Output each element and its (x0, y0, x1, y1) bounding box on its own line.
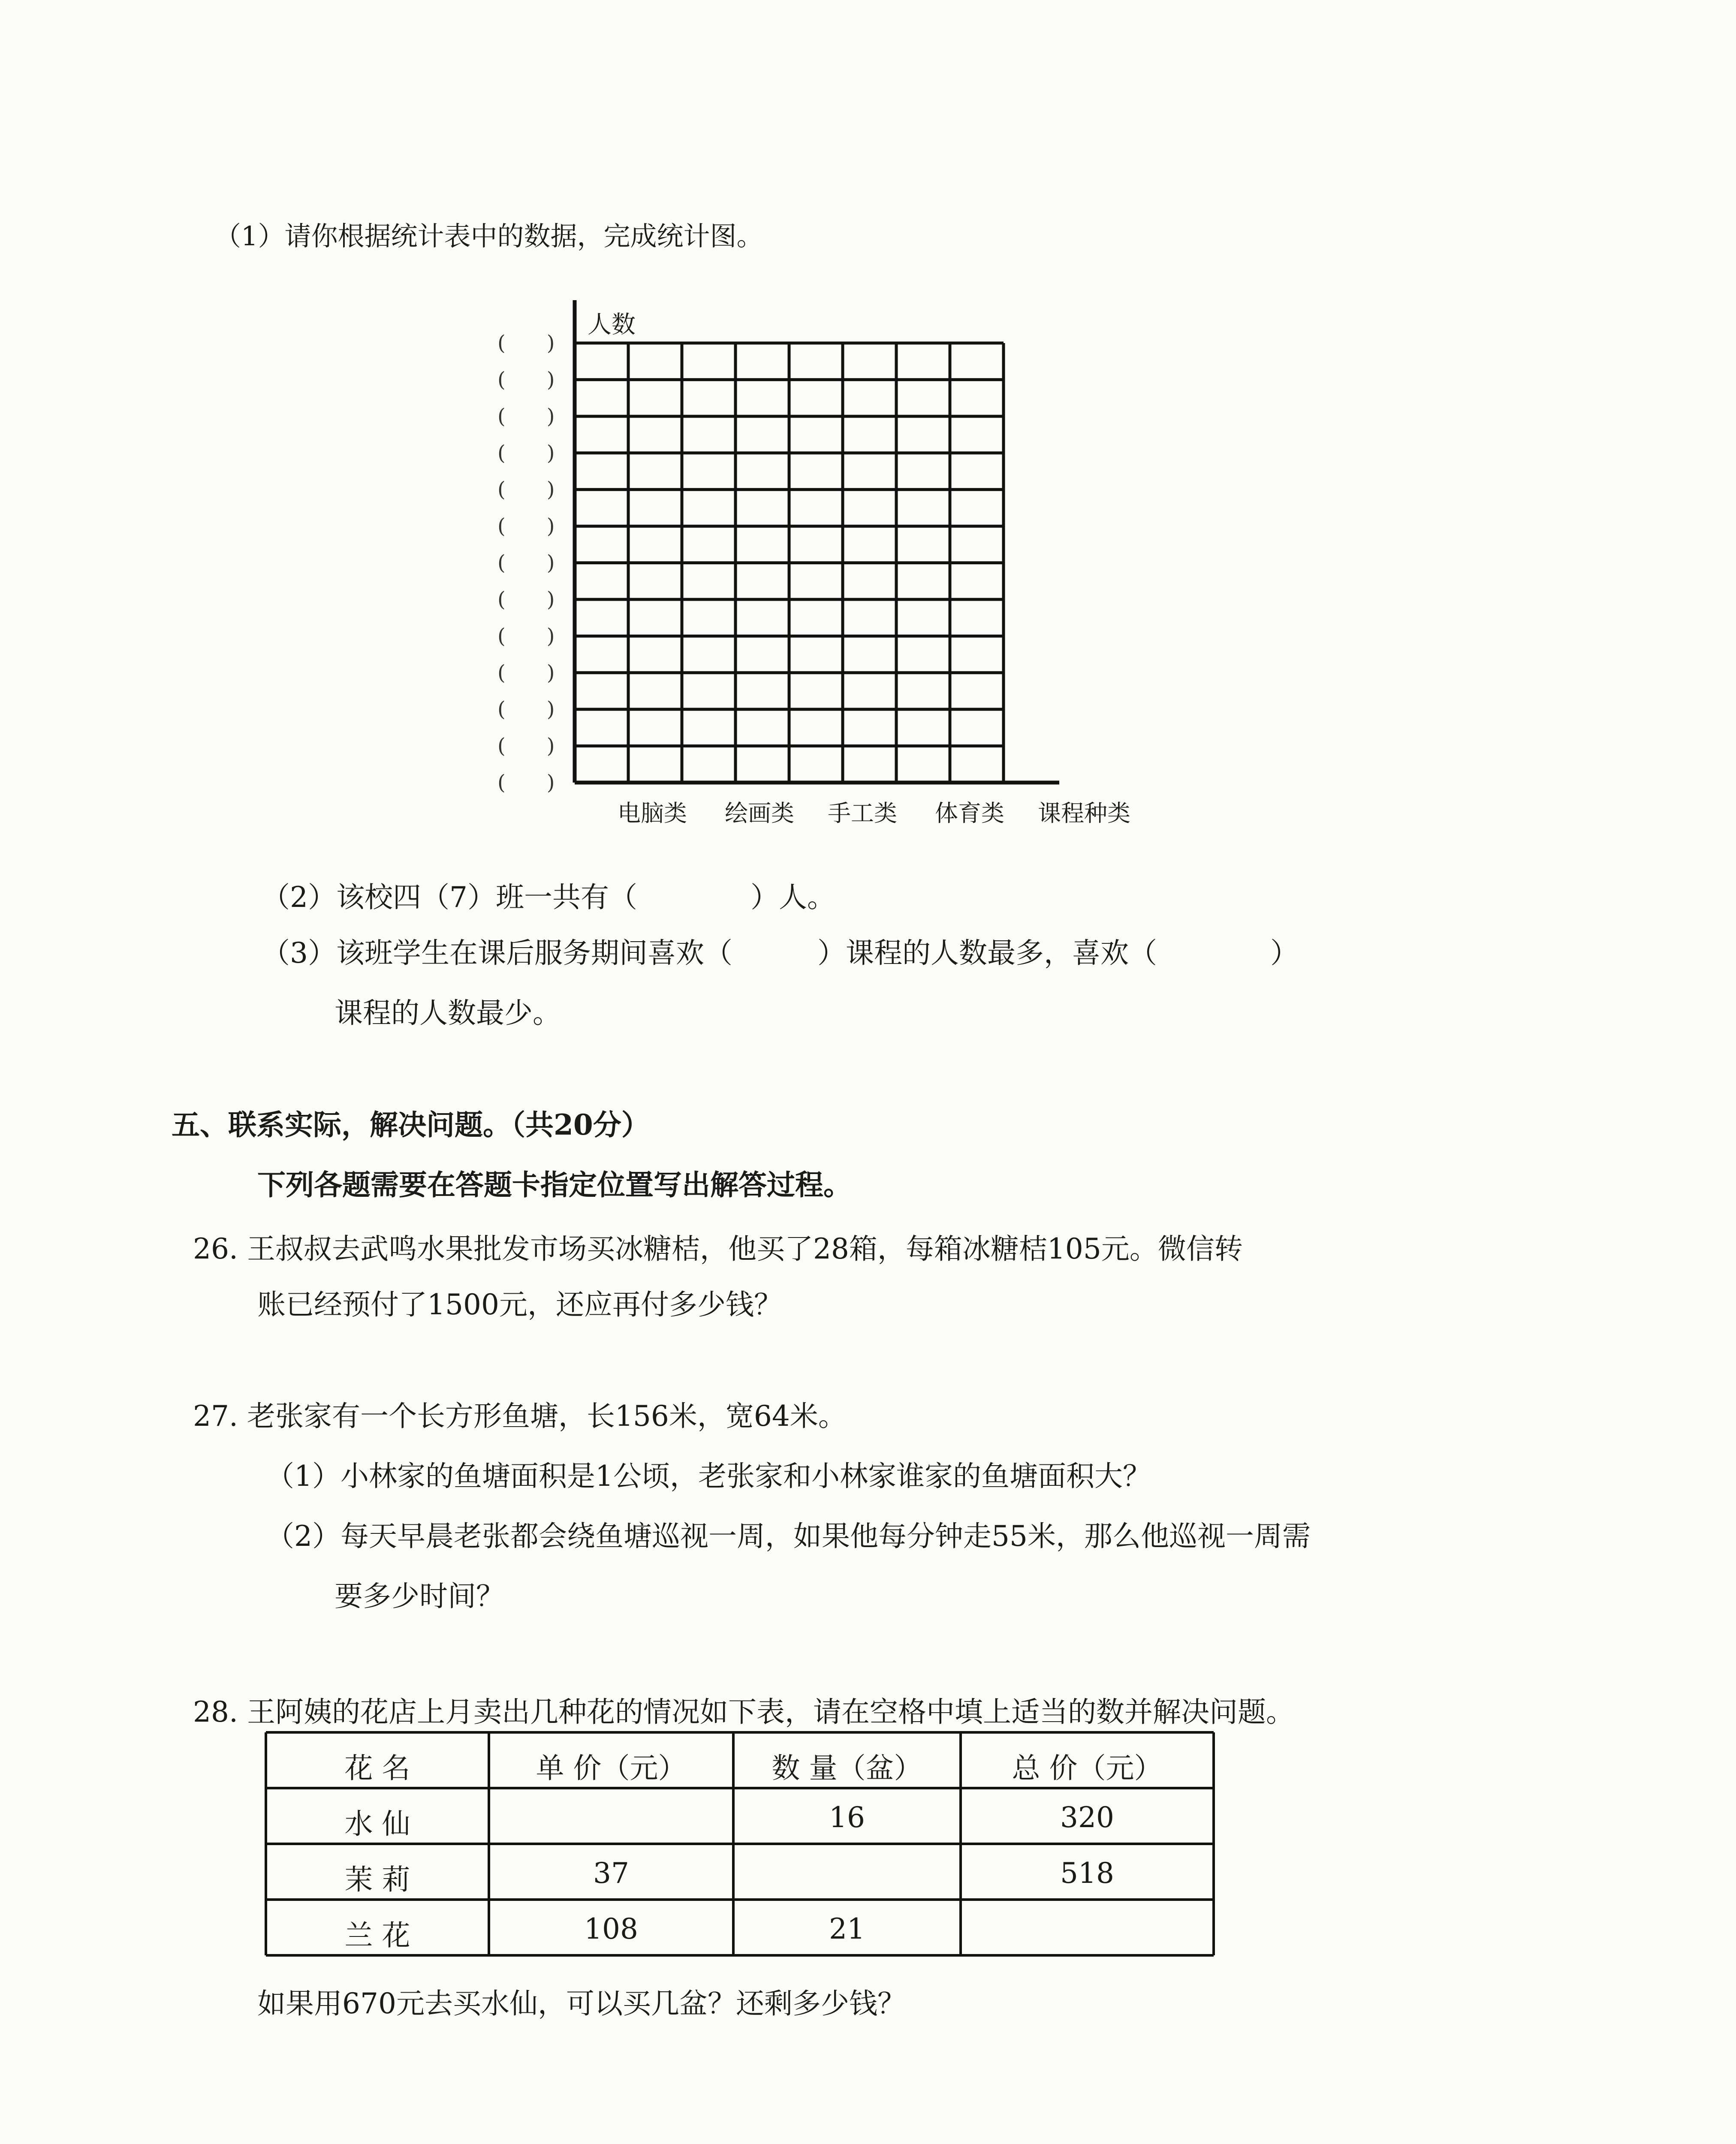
table-cell-name: 水 仙 (344, 1807, 410, 1840)
table-header-total-price: 总 价（元） (1012, 1752, 1163, 1785)
table-cell-unit-price: 108 (584, 1912, 638, 1945)
question-27-sub2-line2: 要多少时间？ (335, 1580, 504, 1613)
section-5-heading: 五、联系实际，解决问题。（共20分） (172, 1108, 650, 1141)
question-26-line2: 账已经预付了1500元，还应再付多少钱？ (257, 1288, 782, 1321)
y-tick-blank: ( ) (497, 404, 555, 428)
table-cell-name: 茉 莉 (344, 1863, 410, 1896)
question-27-sub1: （1）小林家的鱼塘面积是1公顷，老张家和小林家谁家的鱼塘面积大？ (266, 1460, 1151, 1493)
section-5-instruction: 下列各题需要在答题卡指定位置写出解答过程。 (257, 1168, 852, 1201)
question-3-line2: 课程的人数最少。 (335, 997, 561, 1030)
y-tick-blank: ( ) (497, 441, 555, 465)
y-tick-blank: ( ) (497, 477, 555, 502)
y-tick-blank: ( ) (497, 587, 555, 611)
y-axis-label: 人数 (588, 311, 636, 339)
table-cell-total-price: 518 (1060, 1857, 1114, 1890)
question-27-sub2-line1: （2）每天早晨老张都会绕鱼塘巡视一周，如果他每分钟走55米，那么他巡视一周需 (266, 1520, 1311, 1553)
table-cell-unit-price: 37 (593, 1857, 629, 1890)
y-tick-blank: ( ) (497, 624, 555, 648)
y-tick-blank: ( ) (497, 514, 555, 539)
x-axis-label: 课程种类 (1038, 800, 1130, 827)
y-tick-blank: ( ) (497, 660, 555, 685)
table-cell-name: 兰 花 (344, 1919, 410, 1952)
x-category-computer: 电脑类 (618, 800, 687, 827)
x-category-sports: 体育类 (935, 800, 1004, 827)
question-26-line1: 26. 王叔叔去武鸣水果批发市场买冰糖桔，他买了28箱，每箱冰糖桔105元。微信转 (193, 1232, 1243, 1265)
y-tick-blank: ( ) (497, 771, 555, 795)
y-tick-blank: ( ) (497, 697, 555, 722)
table-header-name: 花 名 (344, 1752, 410, 1785)
question-27-line1: 27. 老张家有一个长方形鱼塘，长156米，宽64米。 (193, 1400, 847, 1433)
question-28-ask: 如果用670元去买水仙，可以买几盆？还剩多少钱？ (257, 1987, 906, 2020)
question-28-line1: 28. 王阿姨的花店上月卖出几种花的情况如下表，请在空格中填上适当的数并解决问题。 (193, 1695, 1294, 1728)
y-tick-blank: ( ) (497, 734, 555, 758)
x-category-handcraft: 手工类 (828, 800, 897, 827)
table-cell-quantity: 21 (829, 1912, 865, 1945)
table-header-quantity: 数 量（盆） (772, 1752, 922, 1785)
question-3-line1: （3）该班学生在课后服务期间喜欢（ ）课程的人数最多，喜欢（ ） (262, 936, 1299, 970)
table-cell-quantity: 16 (829, 1801, 865, 1834)
y-tick-blank: ( ) (497, 367, 555, 392)
table-header-unit-price: 单 价（元） (536, 1752, 687, 1785)
x-category-painting: 绘画类 (725, 800, 794, 827)
y-tick-blank: ( ) (497, 331, 555, 355)
y-tick-blank: ( ) (497, 551, 555, 575)
question-1-text: （1）请你根据统计表中的数据，完成统计图。 (214, 220, 763, 252)
question-2-text: （2）该校四（7）班一共有（ ）人。 (262, 881, 835, 914)
table-cell-total-price: 320 (1060, 1801, 1114, 1834)
